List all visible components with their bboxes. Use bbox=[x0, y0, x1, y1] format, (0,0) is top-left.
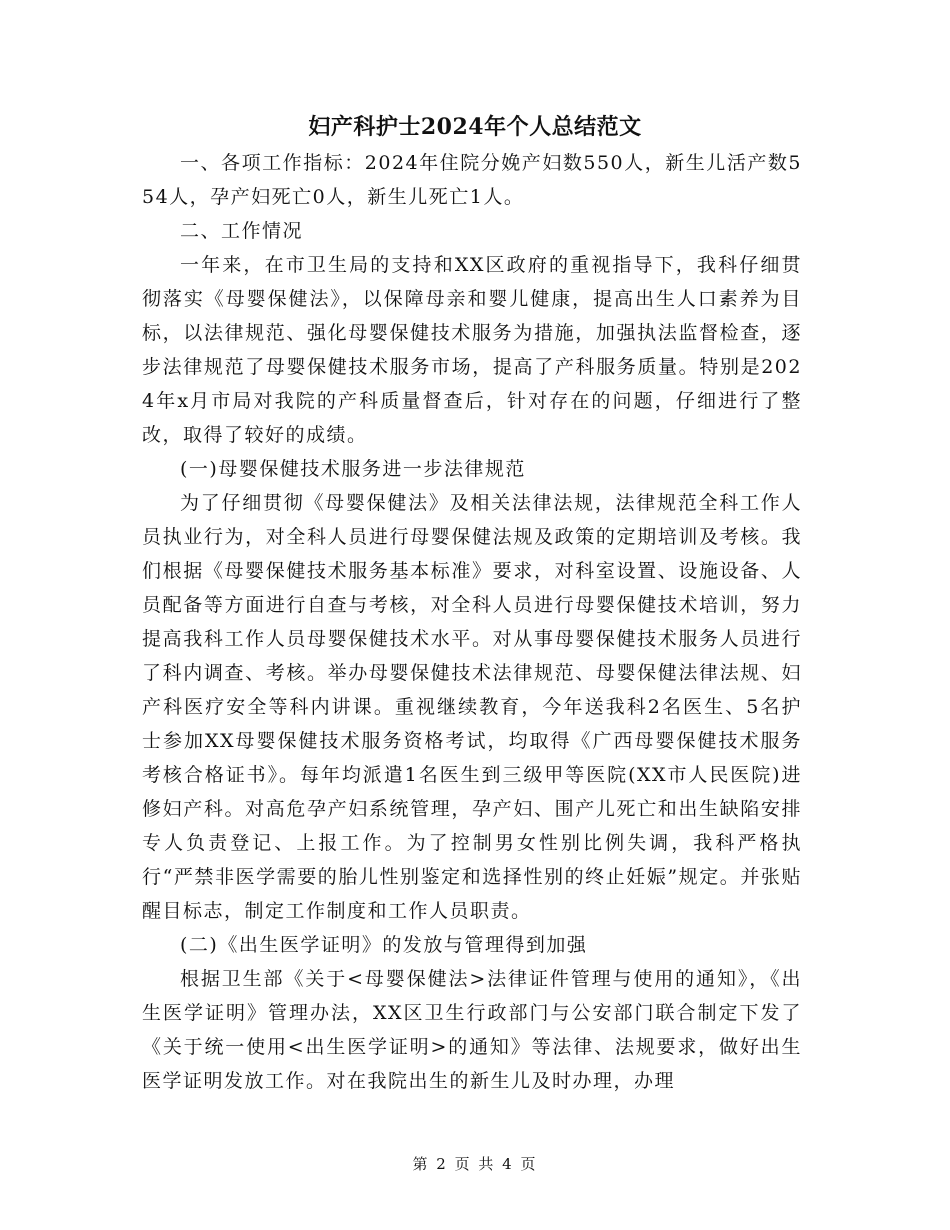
subsection-heading-1: (一)母婴保健技术服务进一步法律规范 bbox=[180, 458, 526, 480]
document-title: 妇产科护士2024年个人总结范文 bbox=[308, 114, 642, 140]
paragraph-work-indicators: 一、各项工作指标：2024年住院分娩产妇数550人，新生儿活产数554人，孕产妇死亡0人，新生儿死亡1人。 bbox=[142, 152, 802, 208]
document-body bbox=[142, 146, 802, 1098]
section-heading-work-status: 二、工作情况 bbox=[180, 220, 304, 242]
subsection-heading-2: (二)《出生医学证明》的发放与管理得到加强 bbox=[180, 934, 588, 956]
page-number-footer: 第 2 页 共 4 页 bbox=[412, 1155, 538, 1173]
paragraph-birth-certificate: 根据卫生部《关于<母婴保健法>法律证件管理与使用的通知》，《出生医学证明》管理办法，XX区卫生行政部门与公安部门联合制定下发了《关于统一使用<出生医学证明>的通知》等法律、法规要求，做好出生医学证明发放工作。对在我院出生的新生儿及时办理，办理 bbox=[142, 968, 802, 1092]
paragraph-year-overview: 一年来，在市卫生局的支持和XX区政府的重视指导下，我科仔细贯彻落实《母婴保健法》，以保障母亲和婴儿健康，提高出生人口素养为目标，以法律规范、强化母婴保健技术服务为措施，加强执法监督检查，逐步法律规范了母婴保健技术服务市场，提高了产科服务质量。特别是2024年x月市局对我院的产科质量督查后，针对存在的问题，仔细进行了整改，取得了较好的成绩。 bbox=[142, 254, 802, 446]
paragraph-technical-services: 为了仔细贯彻《母婴保健法》及相关法律法规，法律规范全科工作人员执业行为，对全科人员进行母婴保健法规及政策的定期培训及考核。我们根据《母婴保健技术服务基本标准》要求，对科室设置、设施设备、人员配备等方面进行自查与考核，对全科人员进行母婴保健技术培训，努力提高我科工作人员母婴保健技术水平。对从事母婴保健技术服务人员进行了科内调查、考核。举办母婴保健技术法律规范、母婴保健法律法规、妇产科医疗安全等科内讲课。重视继续教育，今年送我科2名医生、5名护士参加XX母婴保健技术服务资格考试，均取得《广西母婴保健技术服务考核合格证书》。每年均派遣1名医生到三级甲等医院(XX市人民医院)进修妇产科。对高危孕产妇系统管理，孕产妇、围产儿死亡和出生缺陷安排专人负责登记、上报工作。为了控制男女性别比例失调，我科严格执行“严禁非医学需要的胎儿性别鉴定和选择性别的终止妊娠”规定。并张贴醒目标志，制定工作制度和工作人员职责。 bbox=[142, 492, 802, 922]
